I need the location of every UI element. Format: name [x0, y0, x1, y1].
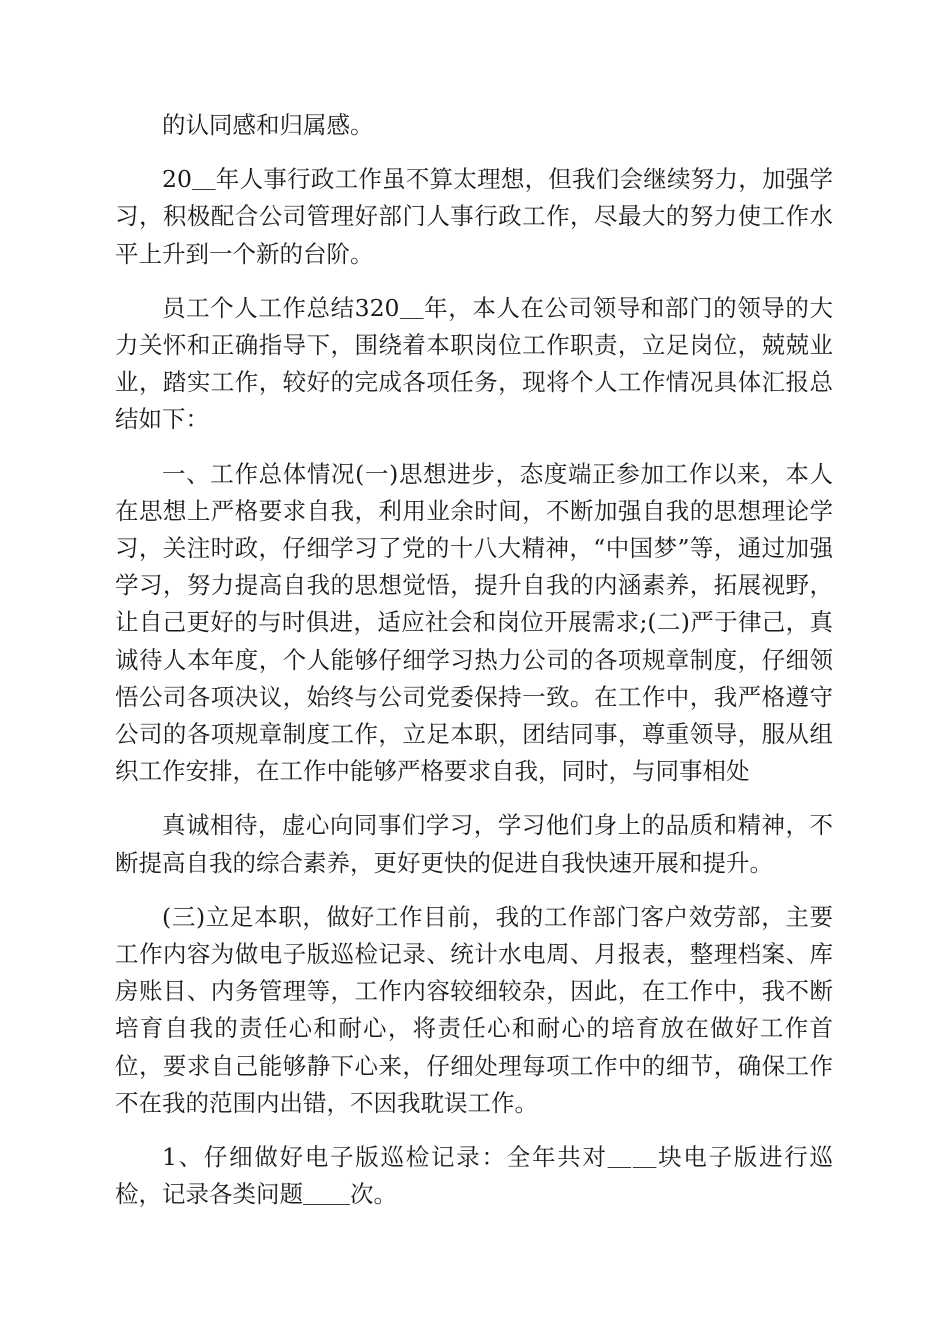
paragraph-1: 的认同感和归属感。 — [162, 111, 374, 139]
paragraph-2: 20＿年人事行政工作虽不算太理想，但我们会继续努力，加强学习，积极配合公司管理好部门人事行政工作，尽最大的努力使工作水平上升到一个新的台阶。 — [115, 165, 833, 268]
paragraph-3: 员工个人工作总结320＿年，本人在公司领导和部门的领导的大力关怀和正确指导下，围绕着本职岗位工作职责，立足岗位，兢兢业业，踏实工作，较好的完成各项任务，现将个人工作情况具体汇报总结如下： — [115, 293, 833, 434]
document-body — [115, 107, 833, 1230]
paragraph-4: 一、工作总体情况(一)思想进步，态度端正参加工作以来，本人在思想上严格要求自我，利用业余时间，不断加强自我的思想理论学习，关注时政，仔细学习了党的十八大精神，“中国梦”等，通过加强学习，努力提高自我的思想觉悟，提升自我的内涵素养，拓展视野，让自己更好的与时俱进，适应社会和岗位开展需求;(二)严于律己，真诚待人本年度，个人能够仔细学习热力公司的各项规章制度，仔细领悟公司各项决议，始终与公司党委保持一致。在工作中，我严格遵守公司的各项规章制度工作，立足本职，团结同事，尊重领导，服从组织工作安排，在工作中能够严格要求自我，同时，与同事相处 — [115, 459, 833, 786]
paragraph-5: 真诚相待，虚心向同事们学习，学习他们身上的品质和精神，不断提高自我的综合素养，更好更快的促进自我快速开展和提升。 — [115, 811, 833, 877]
paragraph-7: 1、仔细做好电子版巡检记录：全年共对＿＿块电子版进行巡检，记录各类问题＿＿次。 — [115, 1143, 833, 1209]
paragraph-6: (三)立足本职，做好工作目前，我的工作部门客户效劳部，主要工作内容为做电子版巡检记录、统计水电周、月报表，整理档案、库房账目、内务管理等，工作内容较细较杂，因此，在工作中，我不断培育自我的责任心和耐心，将责任心和耐心的培育放在做好工作首位，要求自己能够静下心来，仔细处理每项工作中的细节，确保工作不在我的范围内出错，不因我耽误工作。 — [115, 902, 833, 1117]
